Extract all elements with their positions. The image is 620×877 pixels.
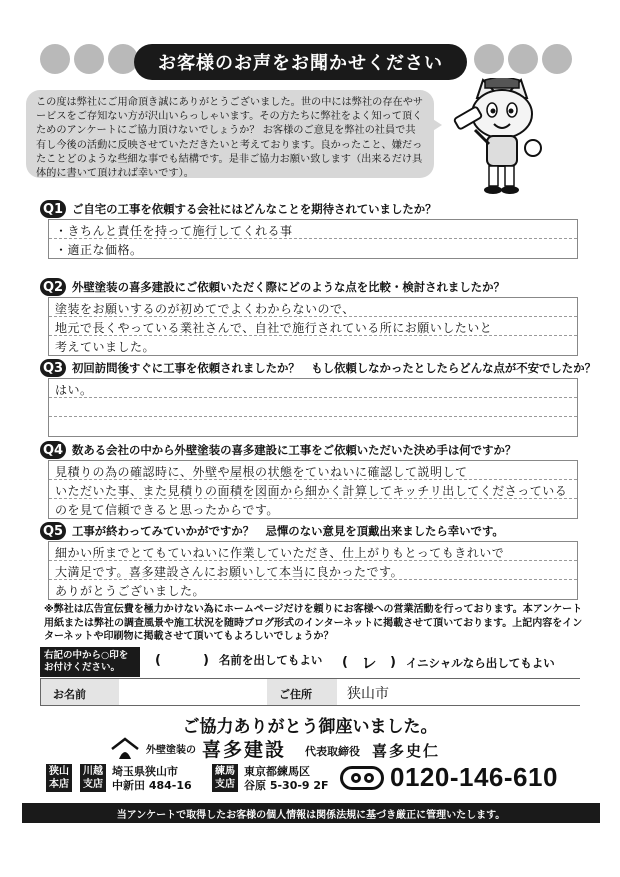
decorative-dots-left xyxy=(40,44,138,74)
logo-subtitle: 外壁塗装の xyxy=(146,745,196,756)
address-line: 谷原 5-30-9 2F xyxy=(244,779,329,792)
paren-close: ) xyxy=(202,652,209,668)
branch-address xyxy=(112,765,192,793)
question-badge: Q1 xyxy=(40,200,66,218)
address-line: 中新田 484-16 xyxy=(112,779,192,792)
question-1 xyxy=(40,200,437,218)
publication-notice: ※弊社は広告宣伝費を極力かけない為にホームページだけを頼りにお客様への営業活動を行っております。本アンケート用紙または弊社の調査風景や施工状況を随時ブログ形式のインターネットに掲載させて頂いております。上記内容をインターネットや印刷物に掲載させて頂いてもよろしいでしょうか？ xyxy=(44,604,583,643)
cat-mascot-icon xyxy=(447,78,557,196)
phone-contact[interactable] xyxy=(340,762,558,793)
answer-line: 地元で長くやっている業社さんで、自社で施行されている所にお願いしたいと xyxy=(55,321,493,335)
question-text: 外壁塗装の喜多建設にご依頼いただく際にどのような点を比較・検討されましたか？ xyxy=(72,280,505,294)
question-2 xyxy=(40,278,505,296)
representative-name: 喜多史仁 xyxy=(372,742,441,760)
answer-box-q4[interactable] xyxy=(48,460,578,519)
branch-tag: 狭山本店 xyxy=(46,764,72,792)
answer-line: ありがとうございました。 xyxy=(55,584,206,598)
answer-box-q3[interactable] xyxy=(48,378,578,437)
thank-you-message: ご協力ありがとう御座いました。 xyxy=(182,717,438,737)
consent-option-label: イニシャルなら出してもよい xyxy=(405,655,555,670)
consent-option-label: 名前を出してもよい xyxy=(218,653,323,667)
privacy-footer: 当アンケートで取得したお客様の個人情報は関係法規に基づき厳正に管理いたします。 xyxy=(22,803,600,823)
question-5 xyxy=(40,522,504,540)
intro-bubble: この度は弊社にご用命頂き誠にありがとうございました。世の中には弊社の存在やサービスをご存知ない方が沢山いらっしゃいます。その方たちに弊社をよく知って頂くためのアンケートにご協力頂けないでしょうか？ お客様のご意見を弊社の社員で共有し今後の活動に反映させていただきたいと考えております。良かったこと、嫌だったことどのような些細な事でも結構です。是非ご協力お願い致します（出来るだけ具体的に書いて頂ければ幸いです）。 xyxy=(26,90,434,178)
answer-line: のを見て信頼できると思ったからです。 xyxy=(55,503,279,517)
answer-box-q2[interactable] xyxy=(48,297,578,356)
name-field[interactable] xyxy=(119,679,267,705)
representative-title: 代表取締役 xyxy=(305,745,360,758)
consent-option-initials[interactable] xyxy=(342,652,555,673)
branch-tag: 練馬支店 xyxy=(212,764,238,792)
answer-line: 見積りの為の確認時に、外壁や屋根の状態をていねいに確認して説明して xyxy=(55,465,468,479)
answer-line: 考えていました。 xyxy=(55,340,156,354)
question-text: 数ある会社の中から外壁塗装の喜多建設に工事をご依頼いただいた決め手は何ですか？ xyxy=(72,443,517,457)
answer-line: 細かい所までとてもていねいに作業していただき、仕上がりもとってもきれいで xyxy=(55,546,505,560)
question-badge: Q4 xyxy=(40,441,66,459)
answer-line: ・きちんと責任を持って施行してくれる事 xyxy=(55,224,293,238)
question-text: ご自宅の工事を依頼する会社にはどんなことを期待されていましたか？ xyxy=(72,202,437,216)
paren-close: ) xyxy=(389,655,396,670)
logo-name: 喜多建設 xyxy=(202,739,287,761)
consent-label: 右記の中から○印をお付けください。 xyxy=(40,647,140,677)
paren-open: ( xyxy=(342,655,348,670)
address-label: ご住所 xyxy=(279,688,312,701)
answer-box-q1[interactable] xyxy=(48,219,578,259)
branch-tag: 川越支店 xyxy=(80,764,106,792)
answer-box-q5[interactable] xyxy=(48,541,578,600)
answer-line: 塗装をお願いするのが初めてでよくわからないので、 xyxy=(55,302,355,316)
answer-line: ・適正な価格。 xyxy=(55,243,143,257)
question-text: 工事が終わってみていかがですか？ 忌憚のない意見を頂戴出来ましたら幸いです。 xyxy=(72,524,504,538)
decorative-dots-right xyxy=(474,44,572,74)
address-line: 埼玉県狭山市 xyxy=(112,765,178,778)
question-text: 初回訪問後すぐに工事を依頼されましたか？ もし依頼しなかったとしたらどんな点が不安でしたか？ xyxy=(72,361,596,375)
address-line: 東京都練馬区 xyxy=(244,765,310,778)
name-address-row xyxy=(40,678,580,706)
phone-number: 0120-146-610 xyxy=(390,762,558,792)
address-field[interactable]: 狭山市 xyxy=(337,679,580,705)
answer-line: いただいた事、また見積りの面積を図面から細かく計算してキッチリ出してくださっている xyxy=(55,484,568,498)
paren-open: ( xyxy=(155,652,161,668)
question-3 xyxy=(40,359,596,377)
branch-address xyxy=(244,765,329,793)
leaf-house-icon xyxy=(110,737,140,761)
speech-bubble-tail xyxy=(428,116,442,134)
page-title: お客様のお声をお聞かせください xyxy=(134,44,467,80)
question-badge: Q5 xyxy=(40,522,66,540)
question-4 xyxy=(40,441,516,459)
answer-line: 大満足です。喜多建設さんにお願いして本当に良かったです。 xyxy=(55,565,404,579)
consent-mark-initials: レ xyxy=(361,654,377,672)
answer-line: はい。 xyxy=(55,383,93,397)
freedial-icon xyxy=(340,766,384,790)
question-badge: Q2 xyxy=(40,278,66,296)
company-logo xyxy=(110,735,286,762)
name-label: お名前 xyxy=(53,688,86,701)
consent-option-name[interactable] xyxy=(155,652,322,668)
question-badge: Q3 xyxy=(40,359,66,377)
